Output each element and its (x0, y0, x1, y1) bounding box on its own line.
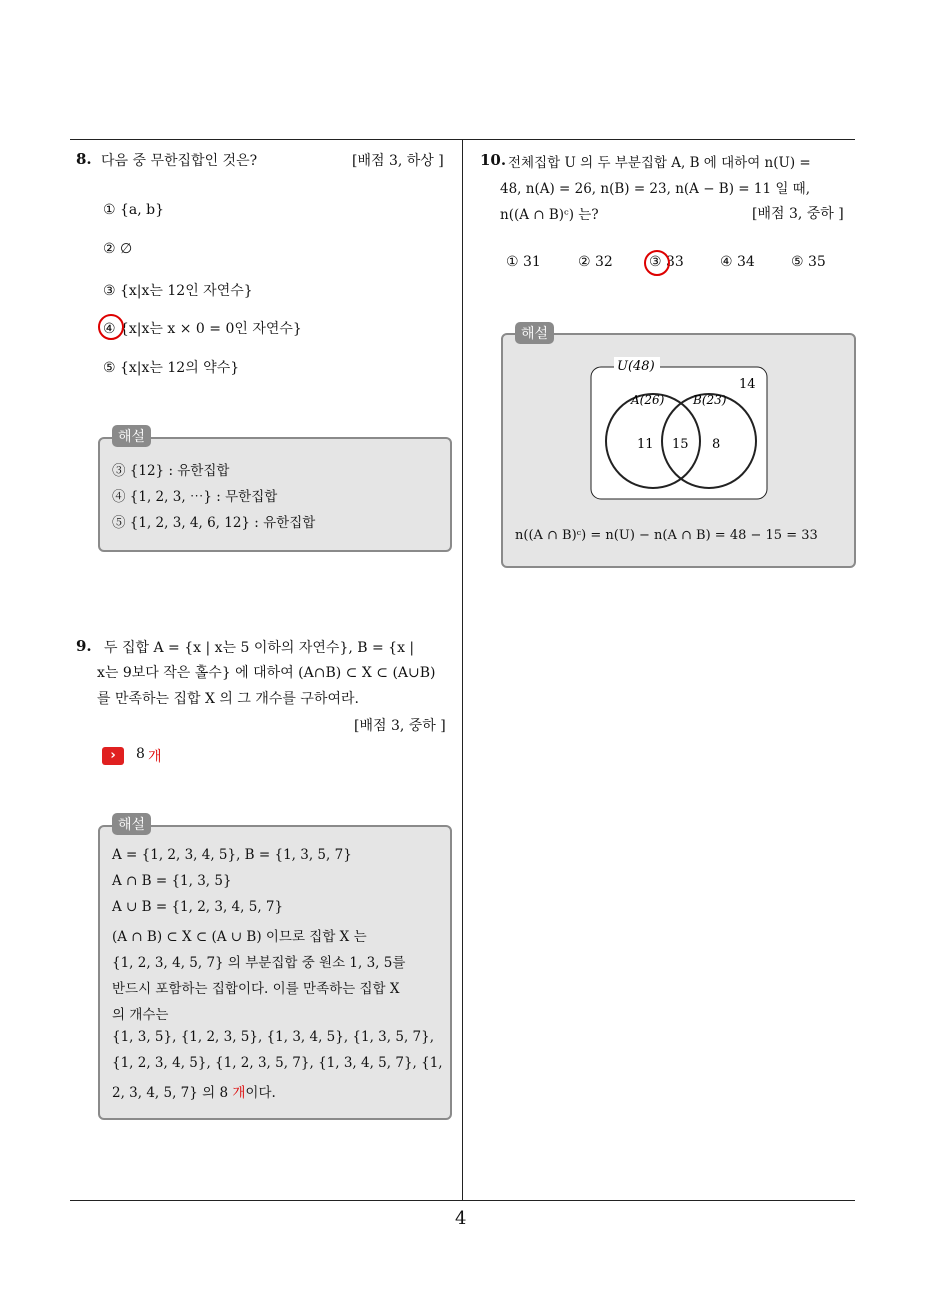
explanation-line: {1, 3, 5}, {1, 2, 3, 5}, {1, 3, 4, 5}, {1, 3, 5, 7}, (112, 1029, 434, 1045)
selected-answer-mark (644, 250, 670, 276)
explanation-box (98, 825, 452, 1120)
question-text-line: 두 집합 A = {x | x는 5 이하의 자연수}, B = {x | (104, 640, 415, 656)
explanation-line: A ∪ B = {1, 2, 3, 4, 5, 7} (112, 899, 284, 915)
explanation-line: (A ∩ B) ⊂ X ⊂ (A ∪ B) 이므로 집합 X 는 (112, 929, 367, 945)
explanation-line: 의 개수는 (112, 1007, 169, 1023)
explanation-formula: n((A ∩ B)ᶜ) = n(U) − n(A ∩ B) = 48 − 15 = 33 (515, 528, 818, 543)
page-number: 4 (455, 1208, 467, 1229)
score-label: [배점 3, 중하 ] (752, 206, 844, 222)
question-text: 다음 중 무한집합인 것은? (101, 153, 258, 169)
explanation-box (501, 333, 856, 568)
explanation-tag: 해설 (112, 813, 151, 835)
choice-1[interactable]: ① {a, b} (103, 202, 165, 218)
universe-label: U(48) (617, 359, 655, 374)
choice-3[interactable]: ③ 33 (649, 254, 684, 270)
choice-2[interactable]: ② ∅ (103, 241, 133, 257)
explanation-box (98, 437, 452, 552)
explanation-line: {1, 2, 3, 4, 5}, {1, 2, 3, 5, 7}, {1, 3, 4, 5, 7}, {1, (112, 1055, 443, 1071)
bottom-rule (70, 1200, 855, 1201)
explanation-line: A = {1, 2, 3, 4, 5}, B = {1, 3, 5, 7} (112, 847, 352, 863)
a-only-count: 11 (637, 437, 654, 452)
set-a-label: A(26) (631, 393, 665, 407)
question-text-line: 전체집합 U 의 두 부분집합 A, B 에 대하여 n(U) = (508, 155, 811, 171)
explanation-line: ③ {12} : 유한집합 (112, 463, 230, 479)
b-only-count: 8 (712, 437, 721, 452)
question-text-line: n((A ∩ B)ᶜ) 는? (500, 207, 599, 223)
question-text-line: 48, n(A) = 26, n(B) = 23, n(A − B) = 11 일 때, (500, 181, 811, 197)
answer-arrow-icon: › (102, 747, 124, 765)
explanation-tag: 해설 (112, 425, 151, 447)
answer-unit: 개 (148, 749, 162, 765)
choice-1[interactable]: ① 31 (506, 254, 541, 270)
choice-3[interactable]: ③ {x|x는 12인 자연수} (103, 283, 253, 299)
explanation-last-suffix: 이다. (245, 1085, 276, 1101)
choice-4[interactable]: ④ {x|x는 x × 0 = 0인 자연수} (103, 321, 302, 337)
intersection-count: 15 (672, 437, 689, 452)
explanation-last-prefix: 2, 3, 4, 5, 7} 의 8 (112, 1085, 233, 1101)
choice-4[interactable]: ④ 34 (720, 254, 755, 270)
answer-number: 8 (136, 746, 145, 762)
score-label: [배점 3, 중하 ] (354, 718, 446, 734)
explanation-last-line (112, 1081, 276, 1101)
outside-count: 14 (739, 377, 756, 392)
explanation-line: 반드시 포함하는 집합이다. 이를 만족하는 집합 X (112, 981, 400, 997)
question-number: 9. (76, 637, 92, 655)
explanation-answer-unit: 개 (232, 1085, 246, 1101)
set-b-label: B(23) (693, 393, 727, 407)
explanation-line: ④ {1, 2, 3, ⋯} : 무한집합 (112, 489, 278, 505)
column-divider (462, 139, 463, 1201)
choice-5[interactable]: ⑤ {x|x는 12의 약수} (103, 360, 240, 376)
question-number: 8. (76, 150, 92, 168)
question-text-line: 를 만족하는 집합 X 의 그 개수를 구하여라. (97, 691, 359, 707)
explanation-line: A ∩ B = {1, 3, 5} (112, 873, 232, 889)
explanation-line: ⑤ {1, 2, 3, 4, 6, 12} : 유한집합 (112, 515, 316, 531)
question-text-line: x는 9보다 작은 홀수} 에 대하여 (A∩B) ⊂ X ⊂ (A∪B) (97, 665, 436, 681)
choice-5[interactable]: ⑤ 35 (791, 254, 826, 270)
selected-answer-mark (98, 314, 124, 340)
question-number: 10. (480, 151, 507, 169)
choice-2[interactable]: ② 32 (578, 254, 613, 270)
score-label: [배점 3, 하상 ] (352, 153, 444, 169)
explanation-line: {1, 2, 3, 4, 5, 7} 의 부분집합 중 원소 1, 3, 5를 (112, 955, 406, 971)
explanation-tag: 해설 (515, 322, 554, 344)
